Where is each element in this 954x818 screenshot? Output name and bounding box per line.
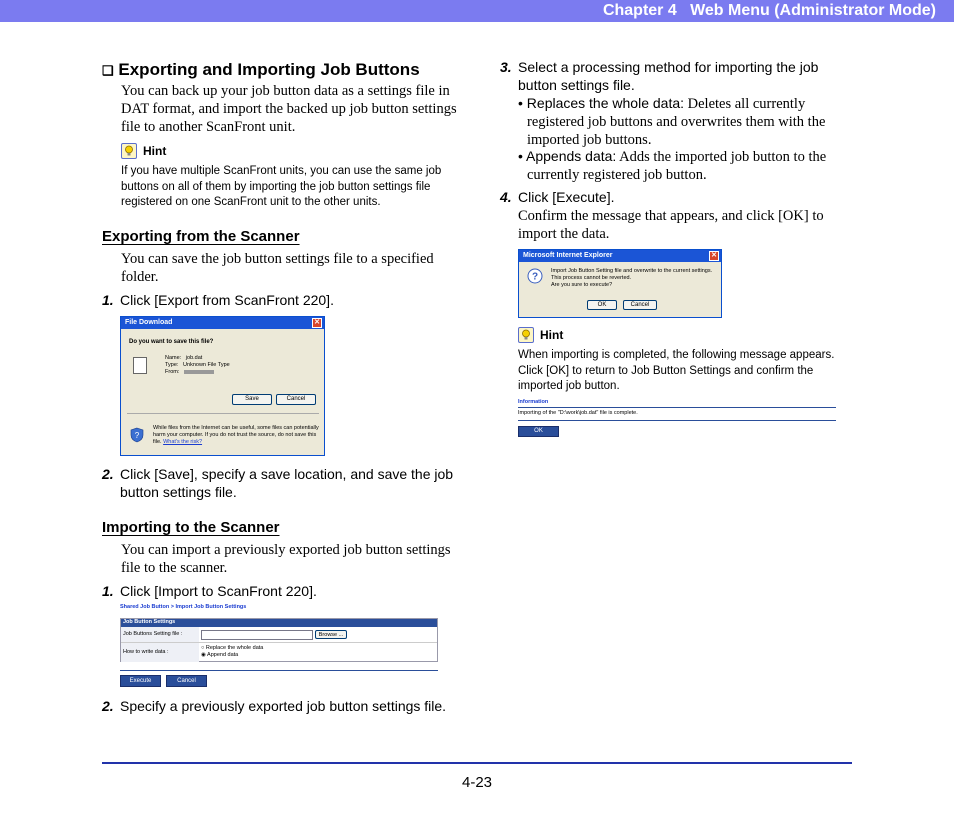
divider [518, 407, 836, 408]
information-panel [518, 399, 836, 441]
table-row [121, 643, 437, 662]
radio-selected-icon: ◉ [201, 652, 206, 658]
page-number: 4-23 [462, 774, 493, 791]
import-step-3: 3. Select a processing method for importing the job button settings file. [500, 59, 819, 93]
chapter-title: Chapter 4 Web Menu (Administrator Mode) [602, 2, 936, 19]
radio-icon: ○ [201, 645, 205, 651]
ok-button[interactable]: OK [587, 300, 617, 310]
table-header: Job Button Settings [121, 619, 437, 627]
checkbox-bullet-icon: ❑ [102, 63, 114, 78]
import-intro: You can import a previously exported job button settings file to the scanner. [121, 542, 451, 576]
cancel-button[interactable]: Cancel [276, 394, 316, 405]
information-message: Importing of the "D:\work\job.dat" file is complete. [518, 410, 638, 416]
radio-replace[interactable]: ○ Replace the whole data [201, 645, 264, 651]
export-step-2: 2. Click [Save], specify a save location, and save the job button settings file. [102, 466, 454, 500]
export-subheading: Exporting from the Scanner [102, 228, 300, 245]
cancel-button[interactable]: Cancel [623, 300, 657, 310]
breadcrumb: Shared Job Button > Import Job Button Settings [120, 604, 247, 610]
execute-button[interactable]: Execute [120, 675, 161, 687]
save-button[interactable]: Save [232, 394, 272, 405]
browse-button[interactable]: Browse ... [315, 630, 347, 639]
export-intro: You can save the job button settings file to a specified folder. [121, 251, 434, 285]
shield-icon [130, 427, 144, 448]
file-download-dialog [120, 316, 325, 456]
file-label: Job Buttons Setting file : [121, 627, 199, 642]
information-title: Information [518, 399, 549, 405]
section-intro: You can back up your job button data as a settings file in DAT format, and import the backed up job button settings file to another ScanFront unit. [121, 83, 457, 135]
footer-rule [102, 762, 852, 764]
method-options [199, 643, 263, 662]
export-step-1: 1. Click [Export from ScanFront 220]. [102, 292, 334, 308]
cancel-button[interactable]: Cancel [166, 675, 207, 687]
table-row [121, 627, 437, 643]
option-bullet-append: • Appends data: Adds the imported job button to the currently registered job button. [518, 148, 827, 183]
file-path-input[interactable] [201, 630, 313, 640]
divider [127, 413, 319, 414]
import-subheading: Importing to the Scanner [102, 519, 280, 536]
import-step-1: 1. Click [Import to ScanFront 220]. [102, 583, 317, 599]
hint-heading: Hint [121, 143, 166, 159]
dialog-question: Do you want to save this file? [129, 339, 214, 345]
radio-append[interactable]: ◉ Append data [201, 652, 239, 658]
section-heading [102, 60, 420, 80]
svg-text:?: ? [134, 431, 140, 440]
close-icon[interactable]: ✕ [709, 251, 719, 261]
hint-text: If you have multiple ScanFront units, you can use the same job buttons on all of them by importing the job button settings file registered on one ScanFront unit to the other units. [121, 165, 442, 208]
risk-link[interactable]: What's the risk? [163, 439, 203, 445]
import-form-screenshot [120, 603, 440, 691]
divider [120, 670, 438, 671]
divider [518, 420, 836, 421]
confirm-message: Import Job Button Setting file and overwrite to the current settings. This process cannot be reverted. Are you sure to execute? [551, 268, 713, 288]
lightbulb-icon [121, 143, 137, 159]
step-4-body: Confirm the message that appears, and click [OK] to import the data. [518, 208, 824, 242]
question-icon [527, 268, 543, 289]
settings-table [120, 618, 438, 662]
redacted-source [184, 370, 214, 374]
file-icon [133, 357, 147, 374]
dialog-title-bar: File Download ✕ [121, 317, 324, 329]
file-info: Name: job.dat Type: Unknown File Type From: [165, 355, 230, 375]
option-bullet-replace: • Replaces the whole data: Deletes all currently registered job buttons and overwrites them with the imported job buttons. [518, 95, 826, 148]
section-title: Exporting and Importing Job Buttons [118, 60, 420, 79]
hint-heading: Hint [518, 327, 563, 343]
import-step-2: 2. Specify a previously exported job button settings file. [102, 698, 447, 714]
lightbulb-icon [518, 327, 534, 343]
ok-button[interactable]: OK [518, 426, 559, 437]
confirm-dialog [518, 249, 722, 318]
dialog-title-bar: Microsoft Internet Explorer ✕ [519, 250, 721, 262]
svg-text:?: ? [531, 271, 539, 283]
hint-text: When importing is completed, the following message appears. Click [OK] to return to Job Button Settings and confirm the imported job button. [518, 349, 835, 392]
method-label: How to write data : [121, 643, 199, 662]
close-icon[interactable]: ✕ [312, 318, 322, 328]
import-step-4: 4. Click [Execute]. [500, 189, 615, 205]
warning-text: While files from the Internet can be useful, some files can potentially harm your computer. If you do not trust the source, do not save this file. What's the risk? [153, 425, 319, 445]
